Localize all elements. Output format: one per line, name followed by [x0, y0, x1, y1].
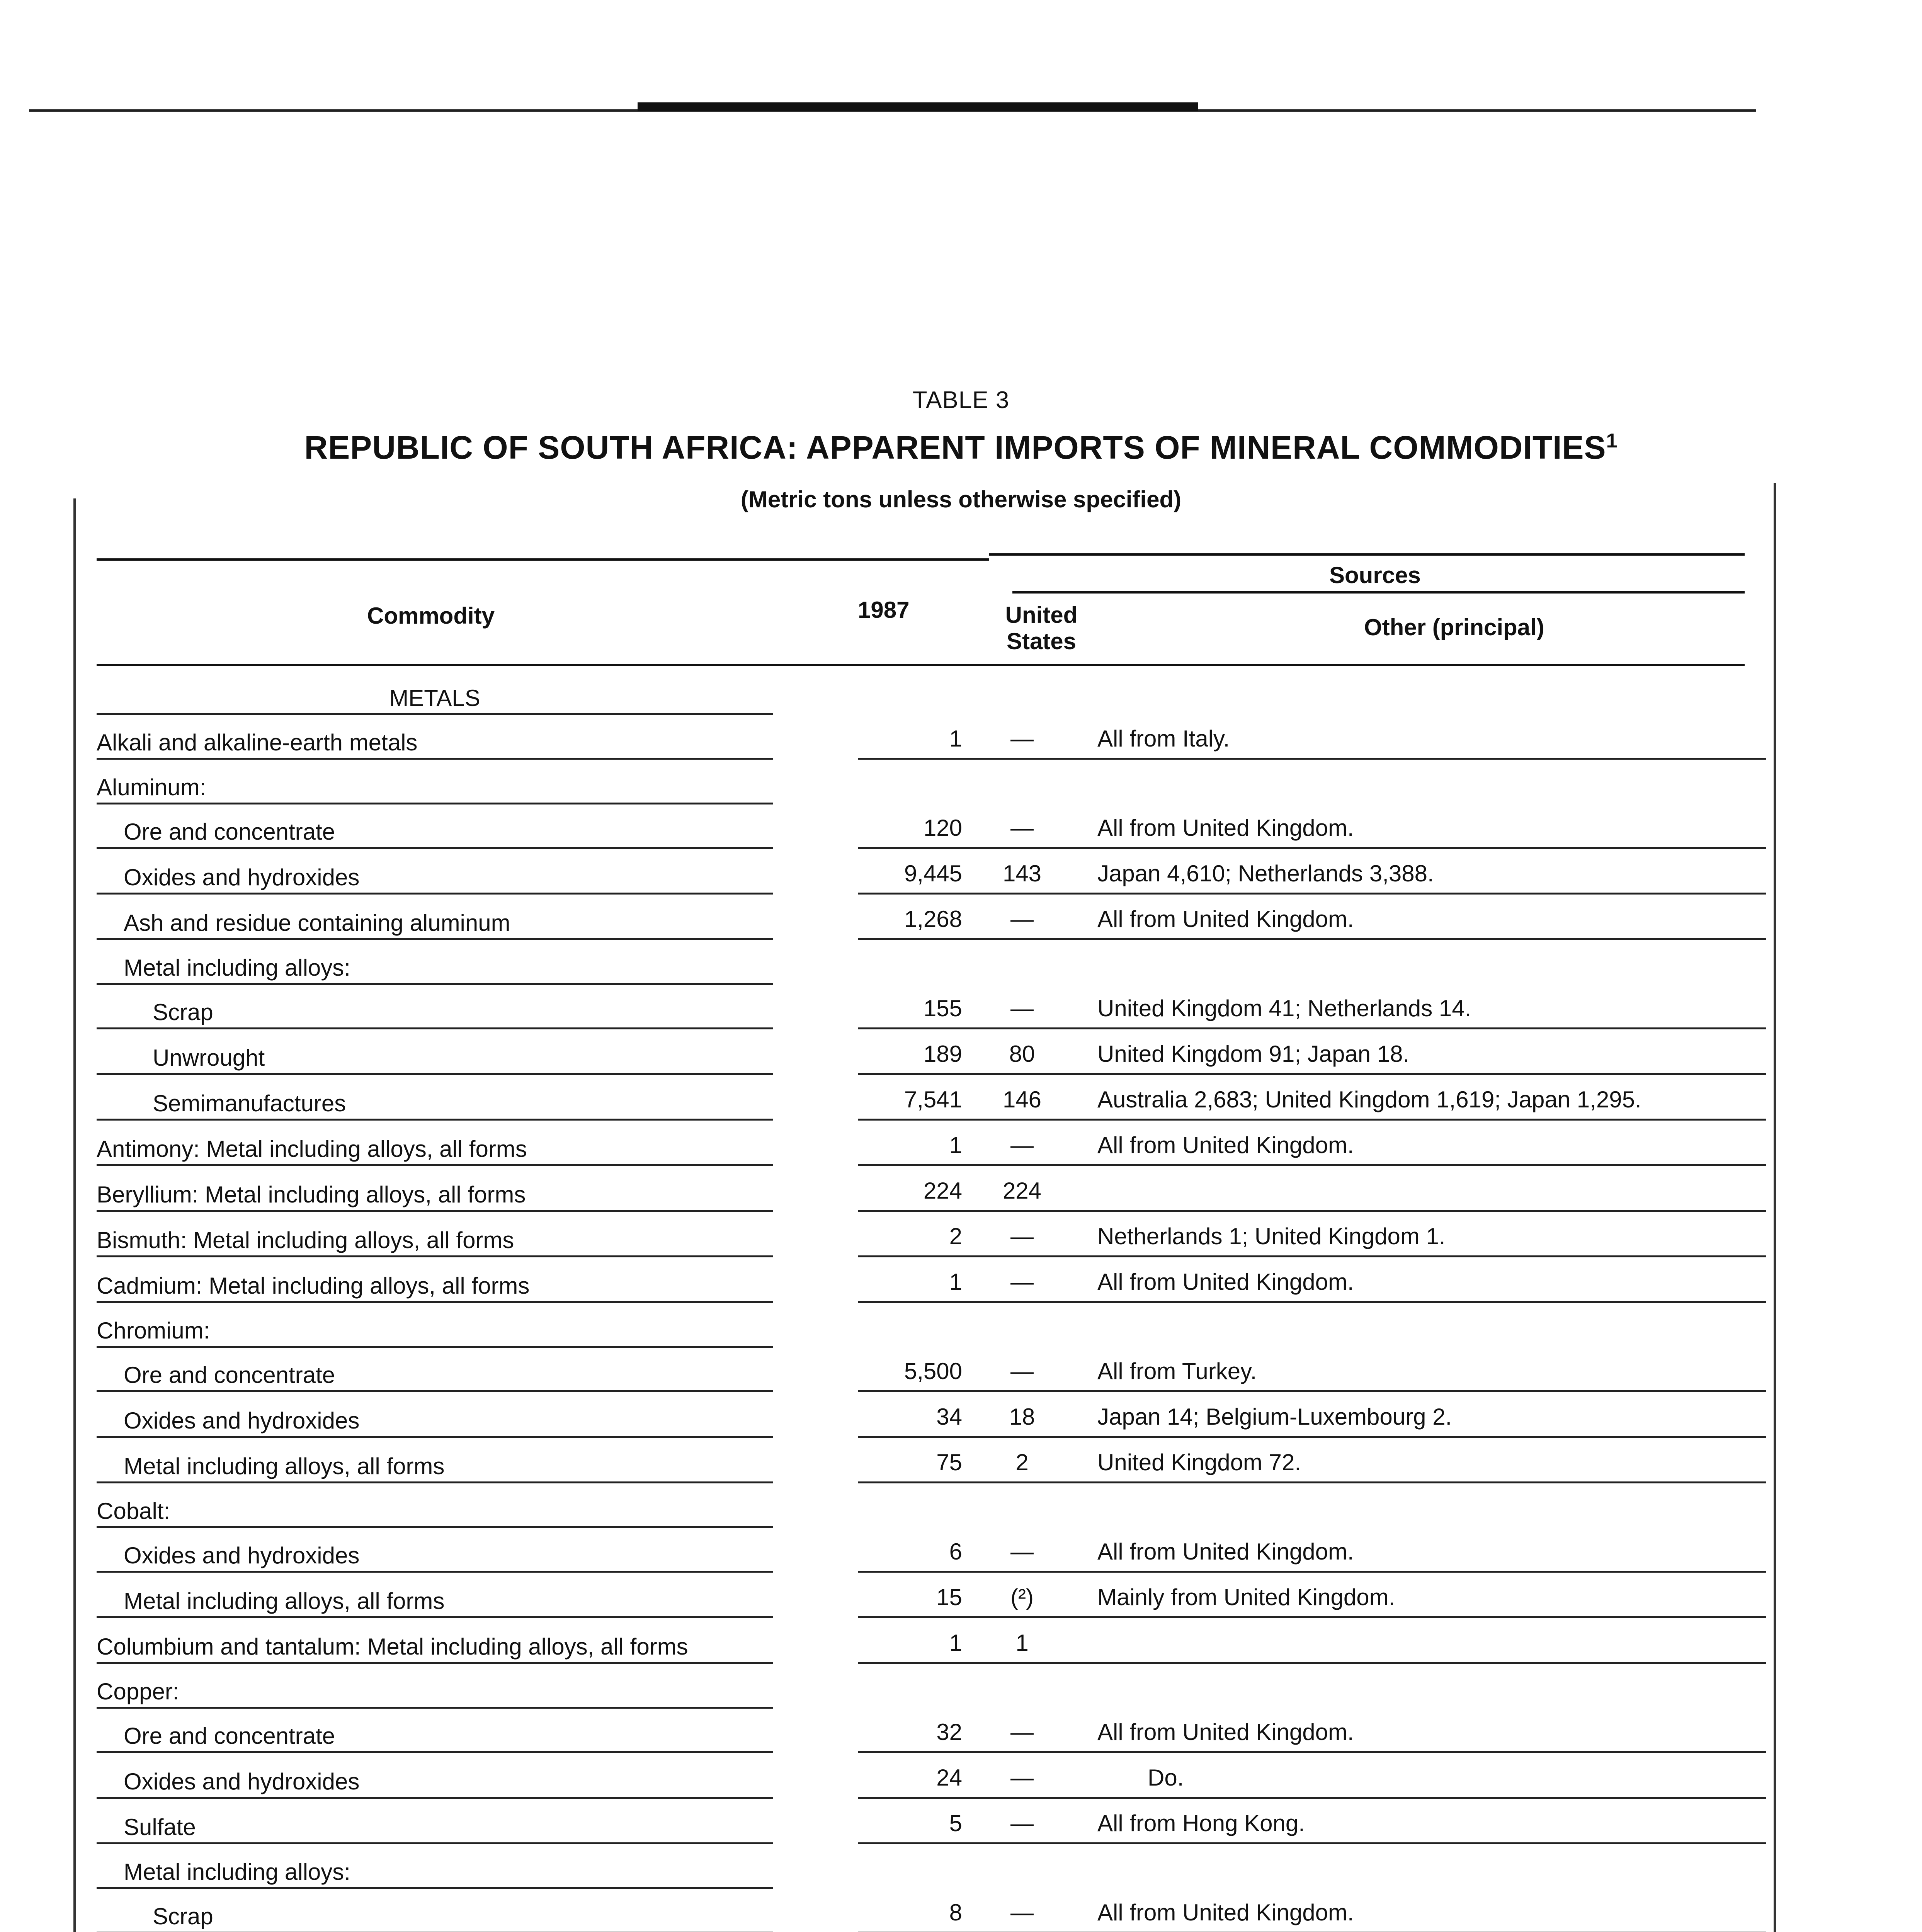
commodity-label: Bismuth: Metal including alloys, all forms	[97, 1227, 514, 1253]
section-row	[97, 670, 1766, 714]
commodity-label: Antimony: Metal including alloys, all forms	[97, 1136, 527, 1162]
commodity-cell	[97, 848, 773, 894]
commodity-label: Copper:	[97, 1678, 179, 1704]
united-states-cell: —	[962, 1708, 1082, 1752]
united-states-cell	[962, 1483, 1082, 1527]
united-states-cell: 146	[962, 1074, 1082, 1120]
value-1987-cell: 7,541	[858, 1074, 962, 1120]
other-sources-cell: All from United Kingdom.	[1097, 1708, 1766, 1752]
commodity-cell	[97, 803, 773, 848]
table-title	[0, 429, 1922, 466]
value-1987-cell: 24	[858, 1752, 962, 1798]
other-sources-cell	[1097, 1663, 1766, 1708]
imports-table-body	[97, 670, 1766, 1932]
commodity-label: Unwrought	[153, 1045, 265, 1071]
united-states-cell	[962, 670, 1082, 714]
commodity-cell	[97, 1029, 773, 1074]
value-1987-cell: 15	[858, 1572, 962, 1617]
table-row	[97, 1798, 1766, 1844]
table-row	[97, 1120, 1766, 1165]
commodity-cell	[97, 1165, 773, 1211]
united-states-cell: —	[962, 1347, 1082, 1391]
other-sources-cell: Australia 2,683; United Kingdom 1,619; Japan 1,295.	[1097, 1074, 1766, 1120]
other-sources-cell: Japan 14; Belgium-Luxembourg 2.	[1097, 1391, 1766, 1437]
other-sources-cell: Netherlands 1; United Kingdom 1.	[1097, 1211, 1766, 1257]
table-row	[97, 1257, 1766, 1302]
united-states-cell: —	[962, 1798, 1082, 1844]
header-sources: Sources	[1329, 562, 1421, 588]
united-states-cell: 2	[962, 1437, 1082, 1483]
other-sources-cell: All from Turkey.	[1097, 1347, 1766, 1391]
table-row	[97, 1029, 1766, 1074]
other-sources-cell: United Kingdom 72.	[1097, 1437, 1766, 1483]
value-1987-cell: 5,500	[858, 1347, 962, 1391]
commodity-label: Scrap	[153, 1903, 213, 1929]
united-states-cell: 1	[962, 1617, 1082, 1663]
table-row	[97, 1211, 1766, 1257]
commodity-label: Cobalt:	[97, 1498, 170, 1524]
header-top-rule-left	[97, 558, 989, 561]
other-sources-cell: All from United Kingdom.	[1097, 1888, 1766, 1932]
united-states-cell: —	[962, 984, 1082, 1029]
united-states-cell: —	[962, 1752, 1082, 1798]
commodity-cell	[97, 1844, 773, 1888]
commodity-cell	[97, 1708, 773, 1752]
united-states-cell: —	[962, 1257, 1082, 1302]
table-row	[97, 1437, 1766, 1483]
united-states-cell	[962, 939, 1082, 984]
value-1987-cell	[858, 670, 962, 714]
header-commodity: Commodity	[367, 603, 495, 629]
commodity-label: Ash and residue containing aluminum	[124, 910, 510, 936]
right-margin-line	[1774, 483, 1776, 1932]
table-row	[97, 1572, 1766, 1617]
commodity-cell	[97, 1437, 773, 1483]
header-bottom-rule	[97, 664, 1745, 666]
commodity-label: Metal including alloys:	[124, 1859, 350, 1885]
commodity-cell	[97, 984, 773, 1029]
other-sources-cell: United Kingdom 91; Japan 18.	[1097, 1029, 1766, 1074]
commodity-label: Ore and concentrate	[124, 819, 335, 845]
commodity-cell	[97, 894, 773, 939]
other-sources-cell: All from United Kingdom.	[1097, 1527, 1766, 1572]
commodity-label: Oxides and hydroxides	[124, 1543, 360, 1568]
header-us-line2: States	[1006, 628, 1077, 654]
commodity-cell	[97, 1527, 773, 1572]
united-states-cell: 143	[962, 848, 1082, 894]
table-row	[97, 714, 1766, 759]
value-1987-cell: 2	[858, 1211, 962, 1257]
header-us-line1: United	[1005, 602, 1078, 628]
united-states-cell	[962, 1844, 1082, 1888]
united-states-cell	[962, 759, 1082, 804]
other-sources-cell	[1097, 1844, 1766, 1888]
group-row	[97, 939, 1766, 984]
commodity-label: Scrap	[153, 999, 213, 1025]
other-sources-cell	[1097, 670, 1766, 714]
united-states-cell: —	[962, 714, 1082, 759]
commodity-cell	[97, 1302, 773, 1347]
commodity-label: Oxides and hydroxides	[124, 1769, 360, 1794]
group-row	[97, 1302, 1766, 1347]
table-row	[97, 984, 1766, 1029]
table-row	[97, 803, 1766, 848]
value-1987-cell: 189	[858, 1029, 962, 1074]
commodity-label: Cadmium: Metal including alloys, all forms	[97, 1273, 530, 1299]
other-sources-cell: United Kingdom 41; Netherlands 14.	[1097, 984, 1766, 1029]
commodity-cell	[97, 1347, 773, 1391]
commodity-label: Metal including alloys, all forms	[124, 1588, 445, 1614]
group-row	[97, 1483, 1766, 1527]
commodity-cell	[97, 1663, 773, 1708]
header-year: 1987	[858, 597, 910, 623]
table-row	[97, 1752, 1766, 1798]
other-sources-cell: All from United Kingdom.	[1097, 1257, 1766, 1302]
table-row	[97, 1074, 1766, 1120]
united-states-cell: —	[962, 1211, 1082, 1257]
value-1987-cell	[858, 939, 962, 984]
value-1987-cell: 32	[858, 1708, 962, 1752]
other-sources-cell	[1097, 1165, 1766, 1211]
commodity-label: Sulfate	[124, 1814, 196, 1840]
commodity-cell	[97, 1483, 773, 1527]
table-row	[97, 1527, 1766, 1572]
commodity-label: Oxides and hydroxides	[124, 864, 360, 890]
value-1987-cell	[858, 1844, 962, 1888]
imports-table	[97, 670, 1766, 1932]
united-states-cell: —	[962, 1888, 1082, 1932]
other-sources-cell: All from United Kingdom.	[1097, 803, 1766, 848]
value-1987-cell	[858, 1483, 962, 1527]
united-states-cell: 18	[962, 1391, 1082, 1437]
table-number: TABLE 3	[912, 387, 1010, 413]
group-row	[97, 1663, 1766, 1708]
table-row	[97, 1347, 1766, 1391]
value-1987-cell	[858, 1663, 962, 1708]
commodity-cell	[97, 1074, 773, 1120]
other-sources-cell: All from Hong Kong.	[1097, 1798, 1766, 1844]
top-rule-accent	[638, 102, 1198, 111]
united-states-cell: 224	[962, 1165, 1082, 1211]
title-footnote-mark: 1	[1606, 430, 1618, 452]
table-subtitle: (Metric tons unless otherwise specified)	[740, 486, 1182, 512]
value-1987-cell: 155	[858, 984, 962, 1029]
united-states-cell: (²)	[962, 1572, 1082, 1617]
table-row	[97, 1391, 1766, 1437]
table-title-text: REPUBLIC OF SOUTH AFRICA: APPARENT IMPORTS OF MINERAL COMMODITIES	[304, 429, 1606, 466]
other-sources-cell: Japan 4,610; Netherlands 3,388.	[1097, 848, 1766, 894]
table-row	[97, 1888, 1766, 1932]
commodity-cell	[97, 1798, 773, 1844]
commodity-label: Metal including alloys:	[124, 954, 350, 981]
commodity-cell	[97, 1391, 773, 1437]
group-row	[97, 1844, 1766, 1888]
commodity-cell	[97, 1572, 773, 1617]
value-1987-cell: 34	[858, 1391, 962, 1437]
commodity-cell	[97, 714, 773, 759]
table-row	[97, 1708, 1766, 1752]
commodity-label: Alkali and alkaline-earth metals	[97, 730, 418, 755]
commodity-cell	[97, 939, 773, 984]
commodity-cell	[97, 1120, 773, 1165]
value-1987-cell: 120	[858, 803, 962, 848]
united-states-cell: —	[962, 894, 1082, 939]
commodity-label: Columbium and tantalum: Metal including alloys, all forms	[97, 1634, 688, 1660]
commodity-label: METALS	[389, 685, 480, 711]
commodity-label: Beryllium: Metal including alloys, all forms	[97, 1182, 526, 1208]
commodity-label: Metal including alloys, all forms	[124, 1453, 445, 1479]
value-1987-cell: 8	[858, 1888, 962, 1932]
value-1987-cell: 5	[858, 1798, 962, 1844]
commodity-cell	[97, 1888, 773, 1932]
commodity-cell	[97, 1752, 773, 1798]
other-sources-cell: Mainly from United Kingdom.	[1097, 1572, 1766, 1617]
commodity-label: Ore and concentrate	[124, 1362, 335, 1388]
value-1987-cell: 1	[858, 1617, 962, 1663]
left-margin-line	[73, 498, 76, 1932]
group-row	[97, 759, 1766, 804]
united-states-cell: —	[962, 1527, 1082, 1572]
value-1987-cell: 1,268	[858, 894, 962, 939]
other-sources-cell	[1097, 939, 1766, 984]
commodity-label: Chromium:	[97, 1317, 210, 1344]
value-1987-cell: 1	[858, 714, 962, 759]
commodity-label: Aluminum:	[97, 774, 206, 800]
sources-rule	[1012, 591, 1745, 594]
header-united-states	[1003, 602, 1080, 655]
united-states-cell: —	[962, 803, 1082, 848]
table-row	[97, 848, 1766, 894]
other-sources-cell	[1097, 1483, 1766, 1527]
table-row	[97, 1617, 1766, 1663]
value-1987-cell	[858, 759, 962, 804]
united-states-cell	[962, 1302, 1082, 1347]
other-sources-cell: Do.	[1097, 1752, 1766, 1798]
value-1987-cell: 6	[858, 1527, 962, 1572]
other-sources-cell: All from Italy.	[1097, 714, 1766, 759]
value-1987-cell: 9,445	[858, 848, 962, 894]
united-states-cell: —	[962, 1120, 1082, 1165]
table-row	[97, 1165, 1766, 1211]
header-top-rule-right	[989, 553, 1745, 556]
commodity-cell	[97, 1617, 773, 1663]
commodity-cell	[97, 759, 773, 804]
value-1987-cell: 1	[858, 1120, 962, 1165]
value-1987-cell: 1	[858, 1257, 962, 1302]
commodity-cell	[97, 1211, 773, 1257]
commodity-cell	[97, 670, 773, 714]
other-sources-cell: All from United Kingdom.	[1097, 894, 1766, 939]
value-1987-cell: 75	[858, 1437, 962, 1483]
commodity-label: Oxides and hydroxides	[124, 1408, 360, 1434]
commodity-label: Ore and concentrate	[124, 1723, 335, 1749]
table-row	[97, 894, 1766, 939]
other-sources-cell: All from United Kingdom.	[1097, 1120, 1766, 1165]
other-sources-cell	[1097, 1617, 1766, 1663]
commodity-label: Semimanufactures	[153, 1090, 346, 1116]
value-1987-cell	[858, 1302, 962, 1347]
header-other: Other (principal)	[1364, 614, 1544, 640]
commodity-cell	[97, 1257, 773, 1302]
value-1987-cell: 224	[858, 1165, 962, 1211]
united-states-cell	[962, 1663, 1082, 1708]
united-states-cell: 80	[962, 1029, 1082, 1074]
other-sources-cell	[1097, 1302, 1766, 1347]
other-sources-cell	[1097, 759, 1766, 804]
